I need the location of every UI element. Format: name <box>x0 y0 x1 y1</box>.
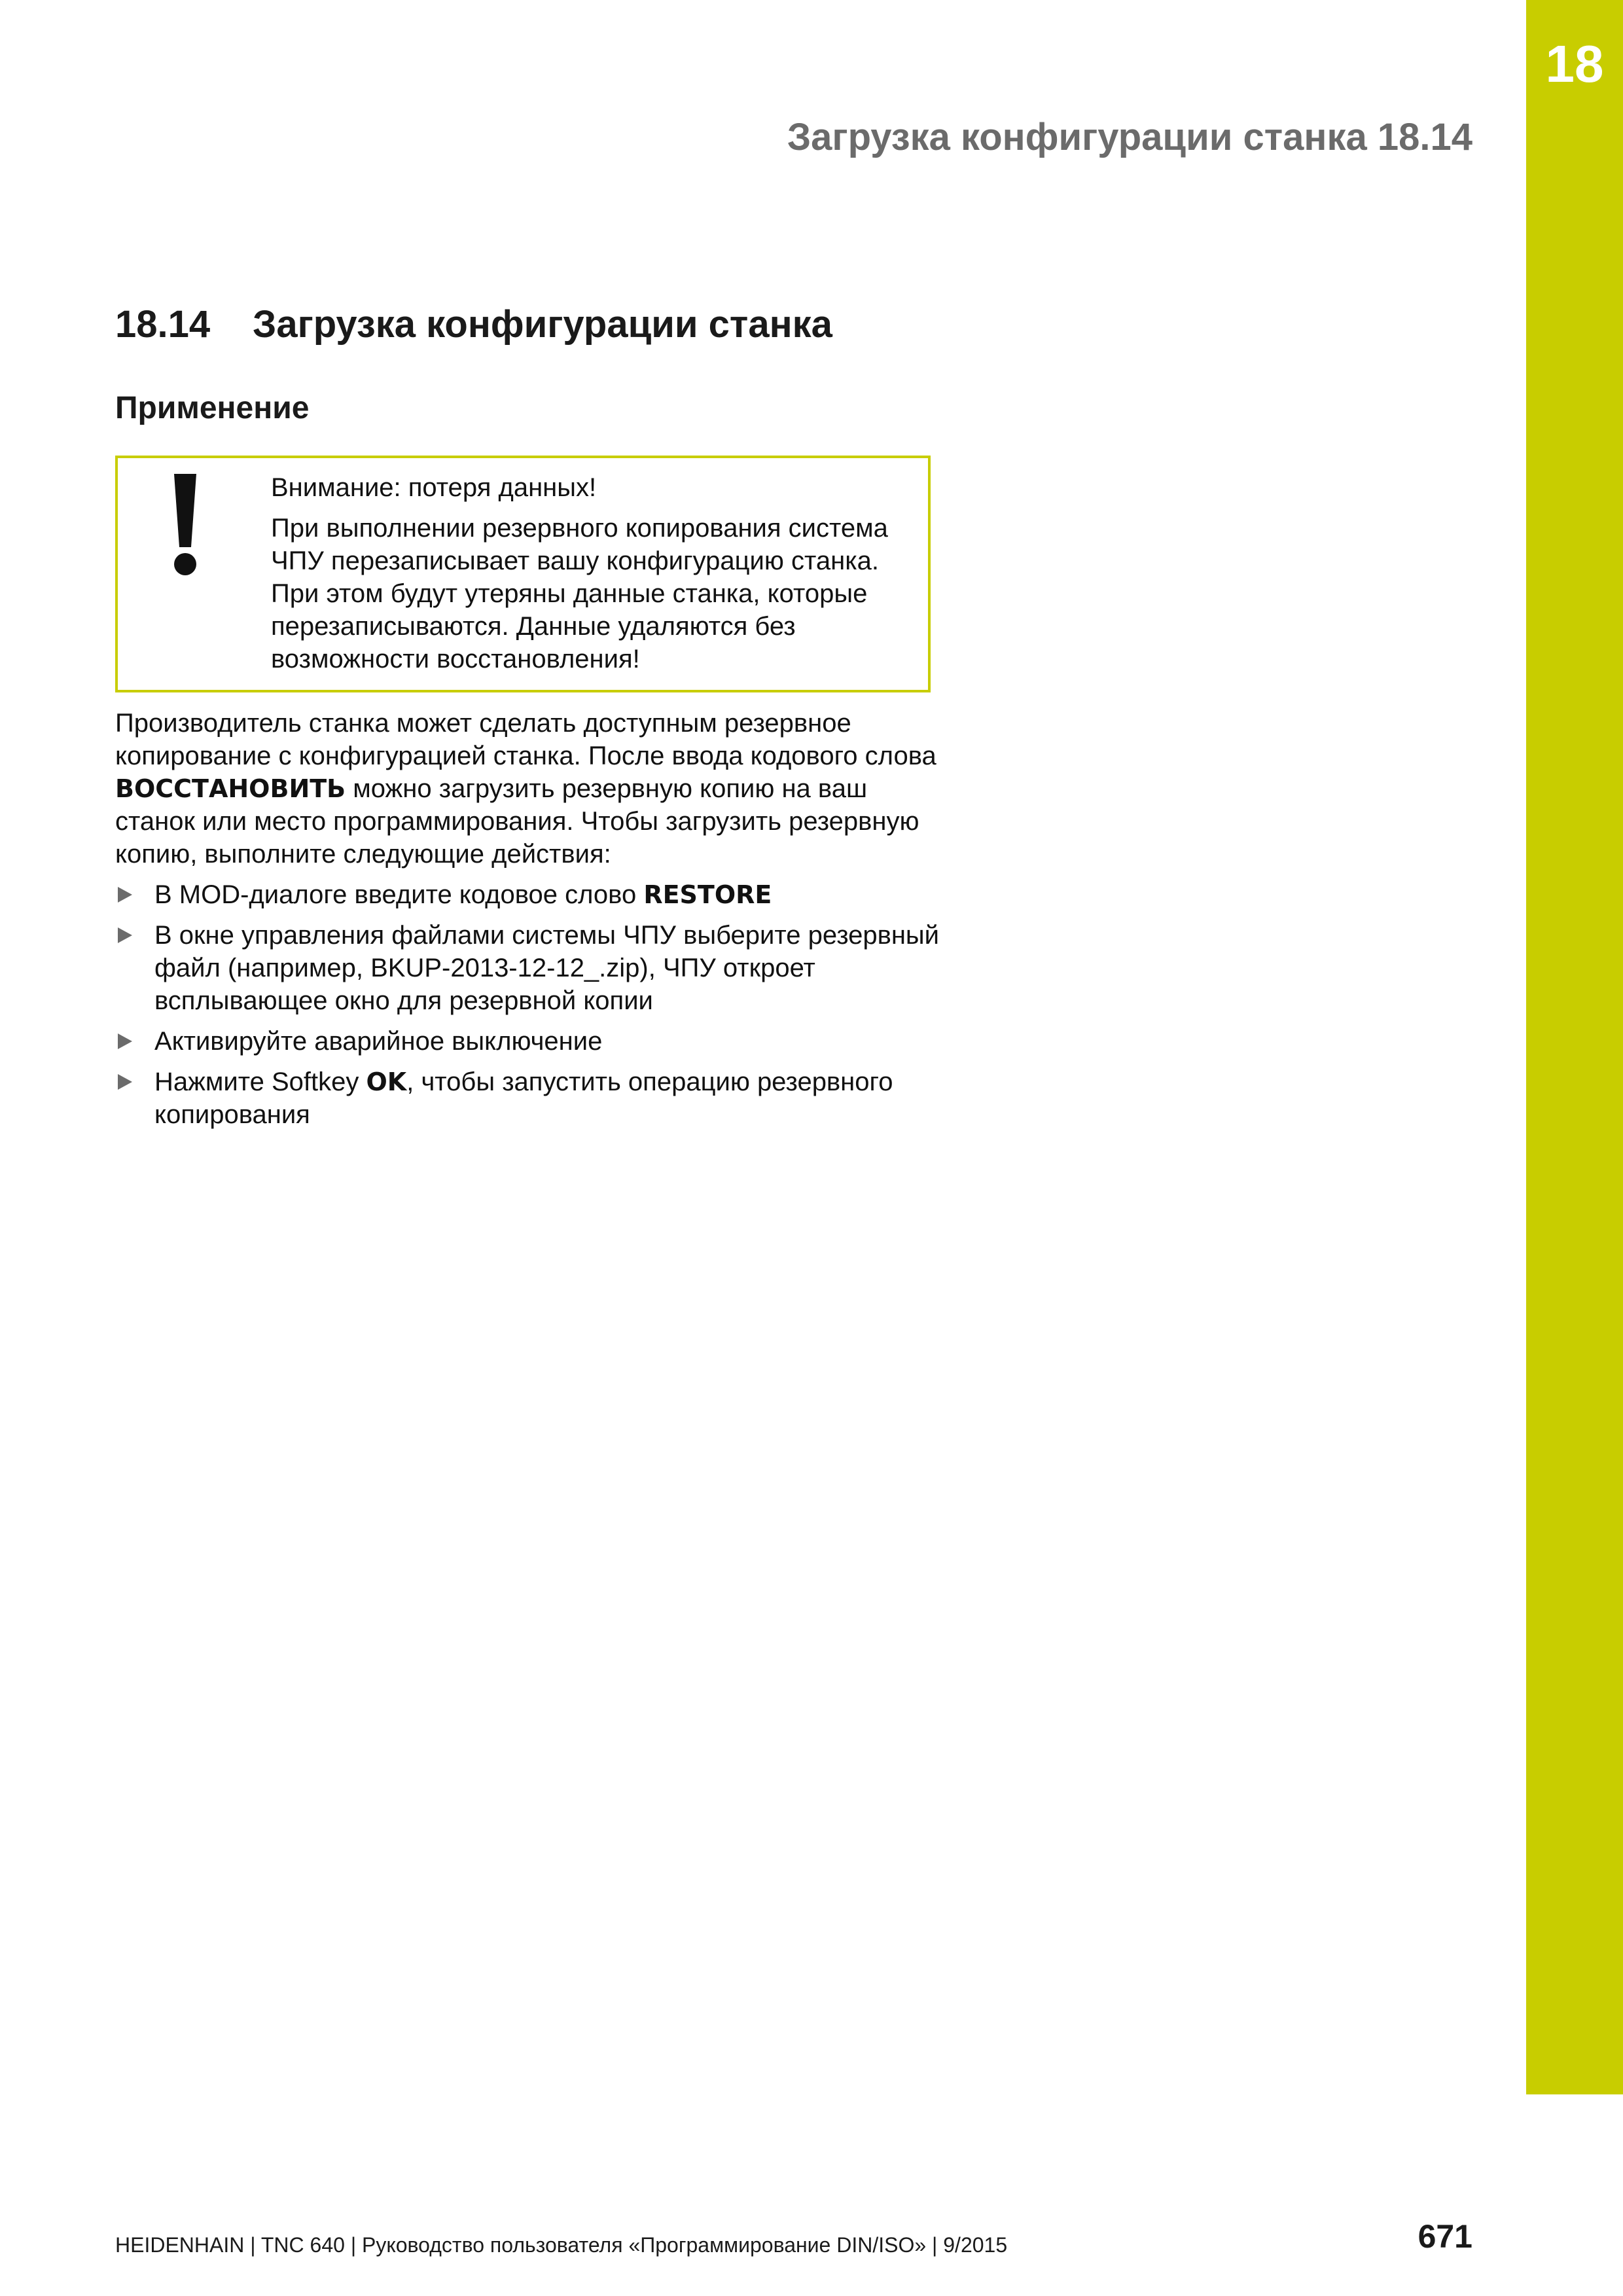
chapter-side-bar <box>1526 0 1623 2094</box>
list-item <box>115 1066 940 1131</box>
triangle-bullet-icon <box>118 1033 132 1049</box>
step-text: Активируйте аварийное выключение <box>154 1027 603 1056</box>
page-footer: HEIDENHAIN | TNC 640 | Руководство пользователя «Программирование DIN/ISO» | 9/2015 <box>115 2233 1008 2257</box>
intro-text-1: Производитель станка может сделать доступным резервное копирование с конфигурацией станка. После ввода кодового слова <box>115 709 936 770</box>
main-body <box>115 707 940 1139</box>
exclamation-icon <box>169 474 202 579</box>
warning-note <box>115 456 931 692</box>
page-number: 671 <box>1418 2218 1472 2255</box>
intro-paragraph <box>115 707 940 870</box>
step-keyword: OK <box>366 1067 407 1096</box>
section-title-text: Загрузка конфигурации станка <box>253 303 832 346</box>
subsection-title: Применение <box>115 391 310 425</box>
warning-body: При выполнении резервного копирования система ЧПУ перезаписывает вашу конфигурацию станка. При этом будут утеряны данные станка, которые перезаписываются. Данные удаляются без возможности восстановления! <box>271 514 888 673</box>
triangle-bullet-icon <box>118 927 132 943</box>
step-text: В MOD-диалоге введите кодовое слово <box>154 880 644 909</box>
steps-list <box>115 878 940 1131</box>
intro-keyword: ВОССТАНОВИТЬ <box>115 774 346 803</box>
step-text: В окне управления файлами системы ЧПУ выберите резервный файл (например, BKUP-2013-12-12_.zip), ЧПУ откроет всплывающее окно для резервной копии <box>154 921 940 1015</box>
warning-note-text <box>271 471 919 683</box>
step-text-after: , чтобы запустить операцию резервного копирования <box>154 1067 893 1129</box>
triangle-bullet-icon <box>118 887 132 903</box>
triangle-bullet-icon <box>118 1074 132 1090</box>
step-keyword: RESTORE <box>643 880 772 909</box>
list-item <box>115 878 940 911</box>
list-item <box>115 1025 940 1058</box>
list-item <box>115 919 940 1017</box>
running-header: Загрузка конфигурации станка 18.14 <box>787 116 1472 158</box>
section-number: 18.14 <box>115 303 211 346</box>
warning-heading: Внимание: потеря данных! <box>271 473 597 502</box>
intro-text-2: можно загрузить резервную копию на ваш станок или место программирования. Чтобы загрузить резервную копию, выполните следующие действия: <box>115 774 919 869</box>
chapter-number: 18 <box>1545 35 1604 93</box>
section-title <box>115 302 832 346</box>
step-text: Нажмите Softkey <box>154 1067 366 1096</box>
